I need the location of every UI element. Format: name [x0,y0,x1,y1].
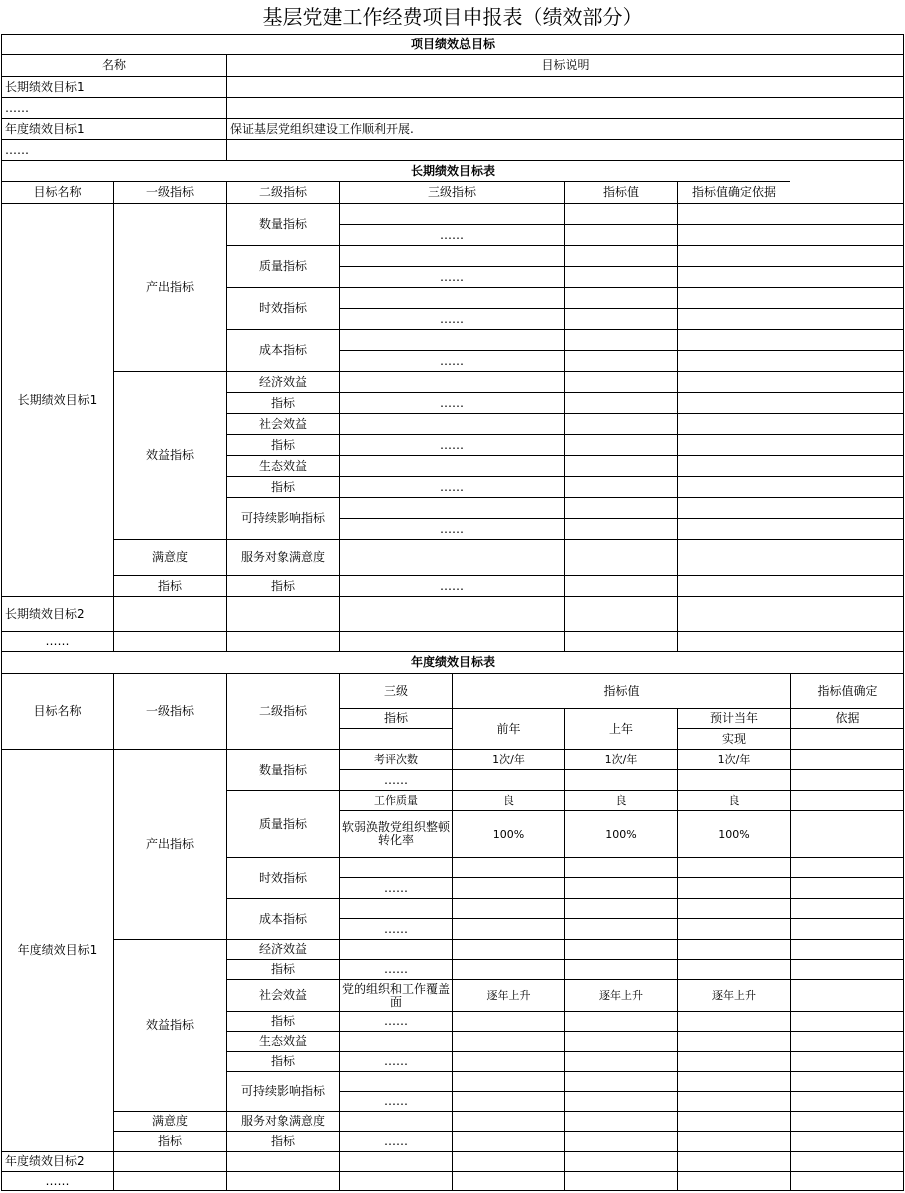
table-cell [564,1171,677,1191]
annual-value-prev2: 良 [452,790,564,810]
annual-value-prev1 [564,877,677,898]
long-term-level2: 时效指标 [226,287,339,329]
annual-value-prev2 [452,898,564,918]
annual-output-indicator: 产出指标 [113,749,226,939]
annual-value-prev1 [564,1031,677,1051]
table-cell [113,1151,226,1171]
long-term-value [564,392,677,413]
annual-basis [790,939,904,959]
long-term-output-indicator: 产出指标 [113,203,226,371]
annual-level3: 软弱涣散党组织整顿转化率 [339,810,452,857]
annual-level3: …… [339,769,452,790]
long-term-level3: …… [339,476,564,497]
annual-satisfaction: 满意度 [113,1111,226,1131]
annual-value-prev2 [452,1011,564,1031]
annual-level3: …… [339,1131,452,1151]
overall-row-desc [226,76,904,97]
annual-value-expect: 良 [677,790,790,810]
long-term-basis [677,350,904,371]
annual-header: 年度绩效目标表 [1,651,904,673]
long-term-level2: 指标 [226,392,339,413]
long-term-basis [677,518,904,539]
annual-goal-row: 年度绩效目标2 [1,1151,113,1171]
table-cell [677,1171,790,1191]
long-term-value [564,266,677,287]
annual-level3 [339,1031,452,1051]
overall-row-name: …… [1,139,226,160]
table-cell [226,1171,339,1191]
long-term-level2: 指标 [226,575,339,596]
annual-goal-1: 年度绩效目标1 [1,749,113,1151]
annual-level3: …… [339,877,452,898]
annual-basis [790,1131,904,1151]
annual-basis [790,1031,904,1051]
long-term-basis [677,434,904,455]
annual-value-prev1 [564,939,677,959]
long-term-level2: 成本指标 [226,329,339,371]
annual-value-prev1 [564,898,677,918]
long-term-benefit-indicator: 效益指标 [113,371,226,539]
annual-level2: 指标 [226,1011,339,1031]
page-title: 基层党建工作经费项目申报表（绩效部分） [262,4,643,29]
annual-basis [790,877,904,898]
long-term-value [564,455,677,476]
annual-value-expect [677,1011,790,1031]
annual-value-prev1 [564,959,677,979]
long-term-value [564,539,677,575]
annual-col-expect: 预计当年 [677,708,790,728]
long-term-basis [677,575,904,596]
annual-value-prev2 [452,959,564,979]
annual-value-expect [677,918,790,939]
table-cell [564,596,677,631]
annual-col-value: 指标值 [452,673,790,708]
annual-level3: 考评次数 [339,749,452,769]
long-term-level2: 生态效益 [226,455,339,476]
annual-col-goal: 目标名称 [1,673,113,749]
long-term-level3: …… [339,575,564,596]
long-term-level3 [339,413,564,434]
annual-value-prev2: 1次/年 [452,749,564,769]
annual-level3: 工作质量 [339,790,452,810]
annual-value-expect [677,1131,790,1151]
annual-level3 [339,1071,452,1091]
table-cell [113,1171,226,1191]
annual-value-prev2 [452,1071,564,1091]
annual-level2: 可持续影响指标 [226,1071,339,1111]
long-term-level3 [339,203,564,224]
overall-row-name: …… [1,97,226,118]
long-term-basis [677,245,904,266]
annual-basis [790,749,904,769]
table-cell [790,728,904,749]
overall-row-desc [226,139,904,160]
long-term-goal-1: 长期绩效目标1 [1,203,113,596]
annual-value-prev1 [564,1131,677,1151]
long-term-basis [677,497,904,518]
annual-level2: 指标 [226,1051,339,1071]
long-term-value [564,308,677,329]
annual-indicator: 指标 [113,1131,226,1151]
long-term-col-header: 指标值 [564,181,677,203]
annual-value-expect [677,1051,790,1071]
table-cell [339,596,564,631]
table-cell [339,1151,452,1171]
annual-value-prev2 [452,1131,564,1151]
annual-value-prev2 [452,918,564,939]
long-term-value [564,434,677,455]
long-term-level2: 指标 [226,476,339,497]
annual-value-prev1 [564,1011,677,1031]
long-term-value [564,476,677,497]
annual-basis [790,810,904,857]
long-term-basis [677,224,904,245]
long-term-level3 [339,539,564,575]
annual-basis [790,1111,904,1131]
annual-basis [790,918,904,939]
annual-value-prev1: 1次/年 [564,749,677,769]
long-term-level3: …… [339,224,564,245]
long-term-value [564,371,677,392]
annual-col-basis: 指标值确定 [790,673,904,708]
annual-col-basis-b: 依据 [790,708,904,728]
long-term-level3: …… [339,434,564,455]
annual-basis [790,1071,904,1091]
long-term-level2: 可持续影响指标 [226,497,339,539]
annual-value-expect: 100% [677,810,790,857]
annual-value-prev1 [564,1071,677,1091]
annual-basis [790,1011,904,1031]
annual-value-prev1 [564,1111,677,1131]
long-term-level3 [339,371,564,392]
annual-value-expect: 1次/年 [677,749,790,769]
long-term-level2: 服务对象满意度 [226,539,339,575]
annual-level2: 质量指标 [226,790,339,857]
annual-level2: 指标 [226,1131,339,1151]
long-term-value [564,245,677,266]
long-term-col-header: 目标名称 [1,181,113,203]
annual-col-l3-bottom: 指标 [339,708,452,728]
annual-level2: 经济效益 [226,939,339,959]
annual-value-prev1: 逐年上升 [564,979,677,1011]
long-term-basis [677,266,904,287]
annual-basis [790,1051,904,1071]
overall-row-desc: 保证基层党组织建设工作顺利开展. [226,118,904,139]
annual-basis [790,1091,904,1111]
table-cell [226,596,339,631]
annual-value-prev1 [564,918,677,939]
annual-value-prev1 [564,1091,677,1111]
annual-value-expect [677,1031,790,1051]
table-cell [339,1171,452,1191]
long-term-value [564,575,677,596]
long-term-header: 长期绩效目标表 [1,160,904,181]
long-term-basis [677,308,904,329]
annual-value-expect [677,898,790,918]
annual-level3: 党的组织和工作覆盖面 [339,979,452,1011]
annual-value-prev1 [564,769,677,790]
long-term-value [564,350,677,371]
overall-row-name: 长期绩效目标1 [1,76,226,97]
col-name-header: 名称 [1,54,226,76]
long-term-value [564,287,677,308]
annual-benefit-indicator: 效益指标 [113,939,226,1111]
table-cell [226,1151,339,1171]
overall-goals-header: 项目绩效总目标 [1,34,904,54]
annual-level2: 生态效益 [226,1031,339,1051]
long-term-col-header: 三级指标 [339,181,564,203]
annual-value-expect [677,877,790,898]
long-term-basis [677,539,904,575]
annual-value-prev1 [564,1051,677,1071]
annual-level3: …… [339,1091,452,1111]
long-term-level2: 数量指标 [226,203,339,245]
annual-value-expect [677,959,790,979]
annual-col-expect-b: 实现 [677,728,790,749]
long-term-basis [677,455,904,476]
long-term-level2: 质量指标 [226,245,339,287]
long-term-level2: 指标 [226,434,339,455]
long-term-value [564,518,677,539]
annual-level2: 服务对象满意度 [226,1111,339,1131]
annual-basis [790,979,904,1011]
annual-goal-row: …… [1,1171,113,1191]
long-term-basis [677,329,904,350]
annual-col-l2: 二级指标 [226,673,339,749]
annual-level2: 社会效益 [226,979,339,1011]
table-cell [677,1151,790,1171]
table-cell [339,728,452,749]
table-cell [339,631,564,651]
long-term-goal-row: 长期绩效目标2 [1,596,113,631]
long-term-basis [677,203,904,224]
annual-value-prev2 [452,1091,564,1111]
long-term-level3 [339,245,564,266]
annual-level3 [339,1111,452,1131]
annual-basis [790,769,904,790]
annual-col-l3-top: 三级 [339,673,452,708]
long-term-col-header: 一级指标 [113,181,226,203]
table-cell [113,596,226,631]
annual-col-l1: 一级指标 [113,673,226,749]
long-term-value [564,224,677,245]
long-term-level3: …… [339,392,564,413]
long-term-basis [677,287,904,308]
table-cell [452,1151,564,1171]
annual-value-expect [677,1071,790,1091]
long-term-col-header: 二级指标 [226,181,339,203]
annual-level3: …… [339,1011,452,1031]
annual-value-prev1: 100% [564,810,677,857]
annual-value-prev2: 100% [452,810,564,857]
annual-level2: 指标 [226,959,339,979]
table-cell [564,631,677,651]
long-term-level3 [339,287,564,308]
annual-value-expect [677,1091,790,1111]
annual-value-prev2 [452,1111,564,1131]
annual-value-prev2 [452,939,564,959]
overall-row-name: 年度绩效目标1 [1,118,226,139]
overall-row-desc [226,97,904,118]
long-term-level2: 经济效益 [226,371,339,392]
annual-basis [790,857,904,877]
long-term-basis [677,413,904,434]
long-term-level3 [339,329,564,350]
annual-value-prev2: 逐年上升 [452,979,564,1011]
table-cell [452,1171,564,1191]
annual-level3 [339,939,452,959]
annual-value-expect [677,1111,790,1131]
table-cell [677,631,904,651]
long-term-basis [677,476,904,497]
annual-col-prev2: 前年 [452,708,564,749]
annual-value-expect [677,939,790,959]
long-term-basis [677,392,904,413]
table-cell [790,1151,904,1171]
annual-level2: 时效指标 [226,857,339,898]
long-term-value [564,497,677,518]
annual-basis [790,790,904,810]
table-cell [564,1151,677,1171]
annual-basis [790,959,904,979]
long-term-goal-row: …… [1,631,113,651]
table-cell [677,596,904,631]
annual-level3: …… [339,918,452,939]
annual-value-prev2 [452,877,564,898]
table-cell [226,631,339,651]
annual-level3: …… [339,959,452,979]
long-term-value [564,329,677,350]
annual-value-prev2 [452,1051,564,1071]
long-term-level3: …… [339,350,564,371]
annual-col-prev1: 上年 [564,708,677,749]
col-desc-header: 目标说明 [226,54,904,76]
annual-value-expect [677,857,790,877]
long-term-satisfaction: 满意度 [113,539,226,575]
long-term-basis [677,371,904,392]
annual-value-expect: 逐年上升 [677,979,790,1011]
annual-value-prev1 [564,857,677,877]
annual-value-prev2 [452,769,564,790]
annual-value-expect [677,769,790,790]
long-term-level3: …… [339,518,564,539]
long-term-col-header: 指标值确定依据 [677,181,790,203]
annual-value-prev2 [452,1031,564,1051]
annual-level3: …… [339,1051,452,1071]
annual-value-prev2 [452,857,564,877]
table-cell [790,1171,904,1191]
annual-level2: 数量指标 [226,749,339,790]
annual-value-prev1: 良 [564,790,677,810]
annual-level3 [339,898,452,918]
long-term-level3: …… [339,266,564,287]
long-term-value [564,413,677,434]
long-term-level3 [339,455,564,476]
long-term-value [564,203,677,224]
annual-basis [790,898,904,918]
long-term-level2: 社会效益 [226,413,339,434]
long-term-indicator: 指标 [113,575,226,596]
annual-level3 [339,857,452,877]
long-term-level3 [339,497,564,518]
annual-level2: 成本指标 [226,898,339,939]
table-cell [113,631,226,651]
long-term-level3: …… [339,308,564,329]
